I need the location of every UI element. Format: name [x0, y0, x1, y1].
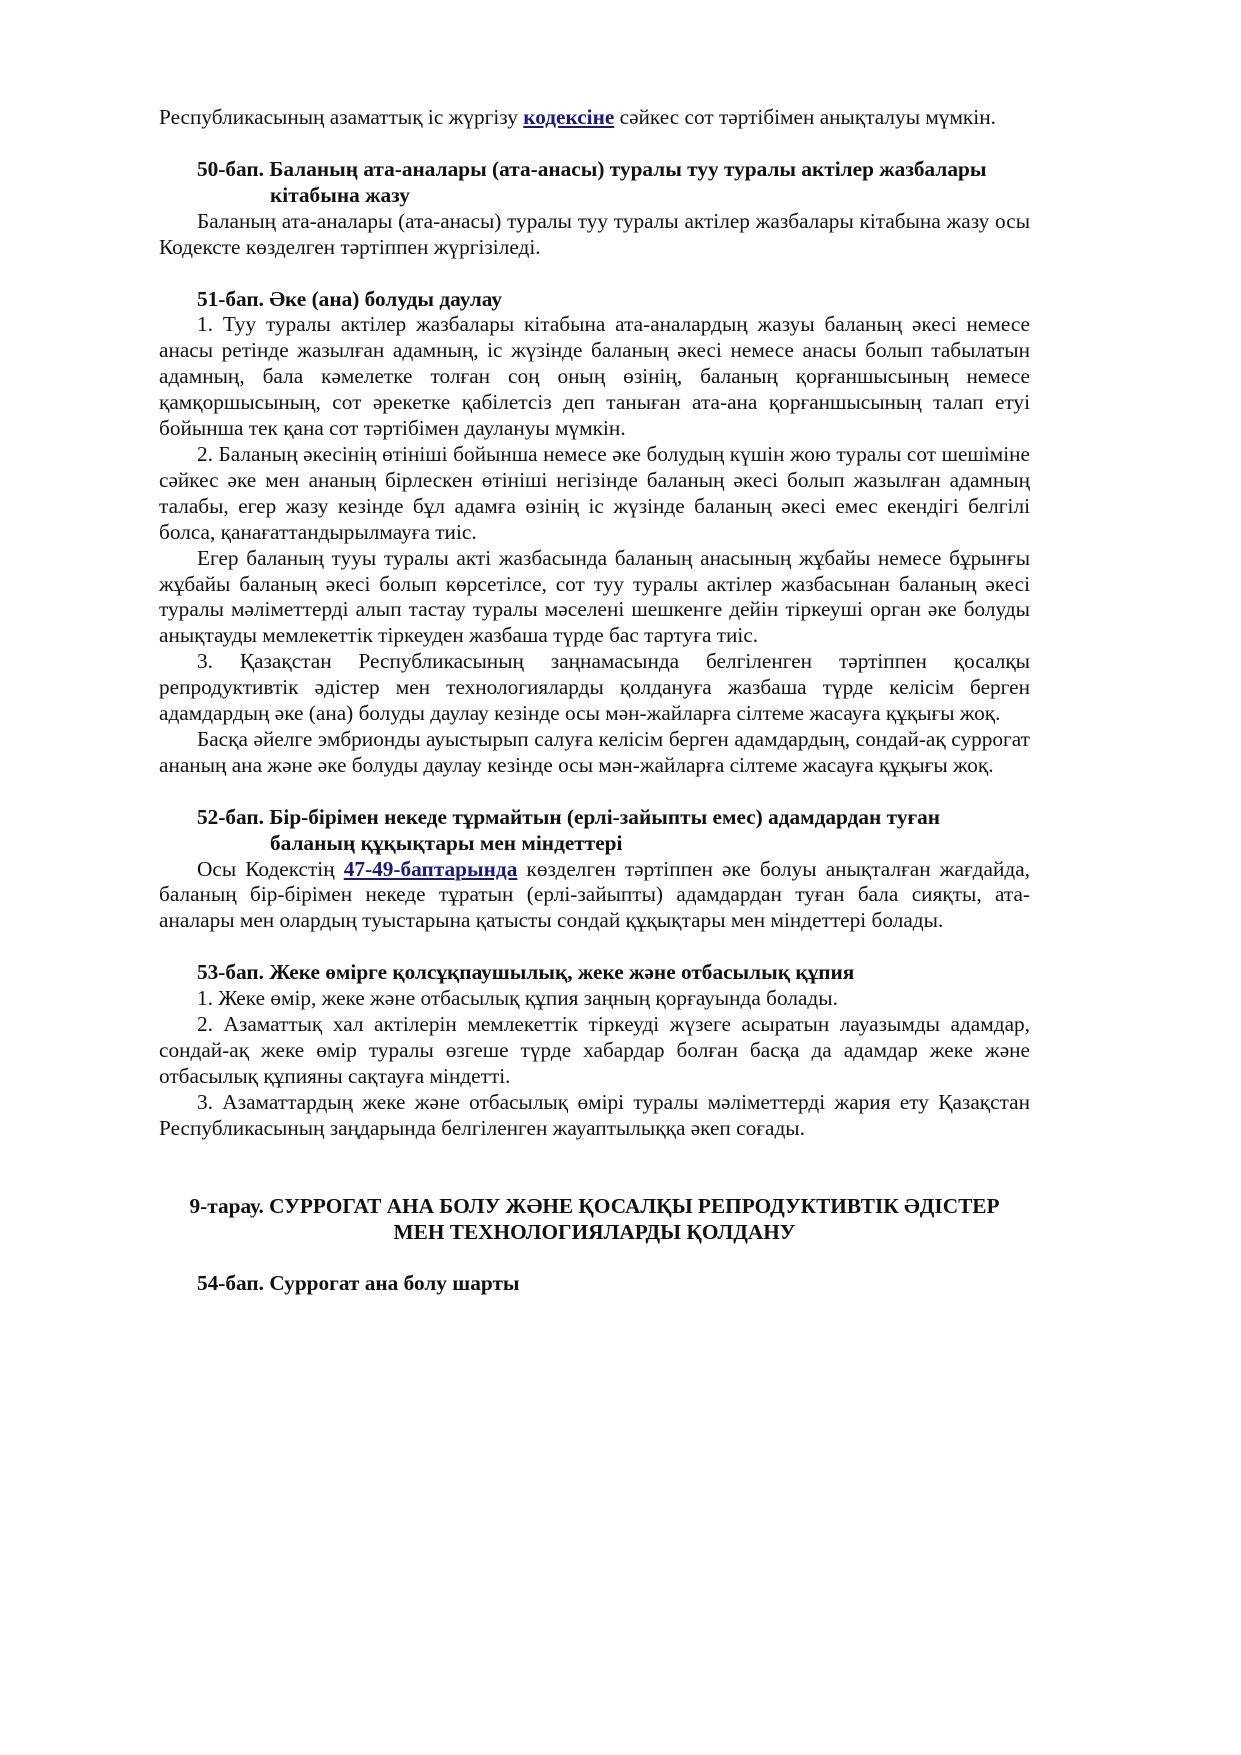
spacer — [159, 934, 1030, 960]
spacer — [159, 1245, 1030, 1271]
articles-47-49-link[interactable]: 47-49-баптарында — [343, 856, 518, 881]
article-50-title-line1: 50-бап. Баланың ата-аналары (ата-анасы) туралы туу туралы актілер жазбалары — [197, 156, 987, 181]
article-53-paragraph-3: 3. Азаматтардың жеке және отбасылық өмірі туралы мәліметтерді жария ету Қазақстан Республикасының заңдарында белгіленген жауаптылыққа әкеп соғады. — [159, 1089, 1030, 1140]
article-52-title-line2: баланың құқықтары мен міндеттері — [270, 830, 623, 855]
spacer — [159, 131, 1030, 157]
chapter-9-title — [159, 1194, 1030, 1246]
article-53-paragraph-2: 2. Азаматтық хал актілерін мемлекеттік тіркеуді жүзеге асыратын лауазымды адамдар, сондай-ақ жеке өмір туралы өзгеше түрде хабардар болған басқа да адамдар жеке және отбасылық құпияны сақтауға міндетті. — [159, 1012, 1030, 1088]
article-52-paragraph-1 — [159, 857, 1030, 935]
article-51-title: 51-бап. Әке (ана) болуды даулау — [197, 286, 502, 311]
article-53-title: 53-бап. Жеке өмірге қолсұқпаушылық, жеке және отбасылық құпия — [197, 960, 855, 985]
article-50-paragraph-1: Баланың ата-аналары (ата-анасы) туралы туу туралы актілер жазбалары кітабына жазу осы Кодексте көзделген тәртіппен жүргізіледі. — [159, 208, 1030, 259]
article-51-paragraph-2: 2. Баланың әкесінің өтініші бойынша немесе әке болудың күшін жою туралы сот шешіміне сәйкес әке мен ананың бірлескен өтініші негізінде баланың әкесі болып жазылған адамның талабы, егер жазу кезінде бұл адамға өзінің іс жүзінде баланың әкесі емес екендігі белгілі болса, қанағаттандырылмауға тиіс. — [159, 441, 1030, 544]
code-link[interactable]: кодексіне — [523, 105, 615, 129]
article-52-title — [159, 805, 1030, 857]
article-52-title-line1: 52-бап. Бір-бірімен некеде тұрмайтын (ерлі-зайыпты емес) адамдардан туған — [197, 804, 941, 829]
spacer — [159, 261, 1030, 287]
article-51-paragraph-1: 1. Туу туралы актілер жазбалары кітабына ата-аналардың жазуы баланың әкесі немесе анасы ретінде жазылған адамның, іс жүзінде баланың әкесі немесе анасы болып табылатын адамның, бала кәмелетке толған соң оның өзінің, баланың қорғаншысының немесе қамқоршысының, сот әрекетке қабілетсіз деп таныған ата-ана қорғаншысының талап етуі бойынша тек қана сот тәртібімен даулануы мүмкін. — [159, 312, 1030, 441]
article-51-paragraph-3: Егер баланың тууы туралы акті жазбасында баланың анасының жұбайы немесе бұрынғы жұбайы баланың әкесі болып көрсетілсе, сот туу туралы актілер жазбасынан баланың әкесі туралы мәліметтерді алып тастау туралы мәселені шешкенге дейін тіркеуші орган әке болуды анықтауды мемлекеттік тіркеуден жазбаша түрде бас тартуға тиіс. — [159, 545, 1030, 648]
document-page — [159, 105, 1030, 1297]
article-52-text-pre: Осы Кодекстің — [197, 856, 344, 881]
intro-paragraph — [159, 105, 1030, 131]
article-50-title — [159, 157, 1030, 209]
spacer — [159, 1142, 1030, 1194]
article-51-paragraph-5: Басқа әйелге эмбрионды ауыстырып салуға келісім берген адамдардың, сондай-ақ суррогат ананың ана және әке болуды даулау кезінде осы мән-жайларға сілтеме жасауға құқығы жоқ. — [159, 726, 1030, 777]
article-50-title-line2: кітабына жазу — [270, 182, 410, 207]
article-54-title: 54-бап. Суррогат ана болу шарты — [197, 1271, 520, 1296]
spacer — [159, 779, 1030, 805]
chapter-9-title-line1: 9-тарау. СУРРОГАТ АНА БОЛУ ЖӘНЕ ҚОСАЛҚЫ РЕПРОДУКТИВТІК ӘДІСТЕР — [189, 1193, 1000, 1218]
article-51-paragraph-4: 3. Қазақстан Республикасының заңнамасында белгіленген тәртіппен қосалқы репродуктивтік әдістер мен технологияларды қолдануға жазбаша түрде келісім берген адамдардың әке (ана) болуды даулау кезінде осы мән-жайларға сілтеме жасауға құқығы жоқ. — [159, 649, 1030, 726]
intro-text-post: сәйкес сот тәртібімен анықталуы мүмкін. — [614, 105, 996, 129]
article-53-paragraph-1: 1. Жеке өмір, жеке және отбасылық құпия заңның қорғауында болады. — [197, 986, 838, 1011]
article-52-text-post: көзделген тәртіппен әке болуы анықталған жағдайда, баланың бір-бірімен некеде тұратын (ерлі-зайыпты) адамдардан туған бала сияқты, ата-аналары мен олардың туыстарына қатысты сондай құқықтары мен міндеттері болады. — [159, 856, 1030, 933]
chapter-9-title-line2: МЕН ТЕХНОЛОГИЯЛАРДЫ ҚОЛДАНУ — [393, 1219, 796, 1244]
intro-text-pre: Республикасының азаматтық іс жүргізу — [159, 105, 524, 129]
